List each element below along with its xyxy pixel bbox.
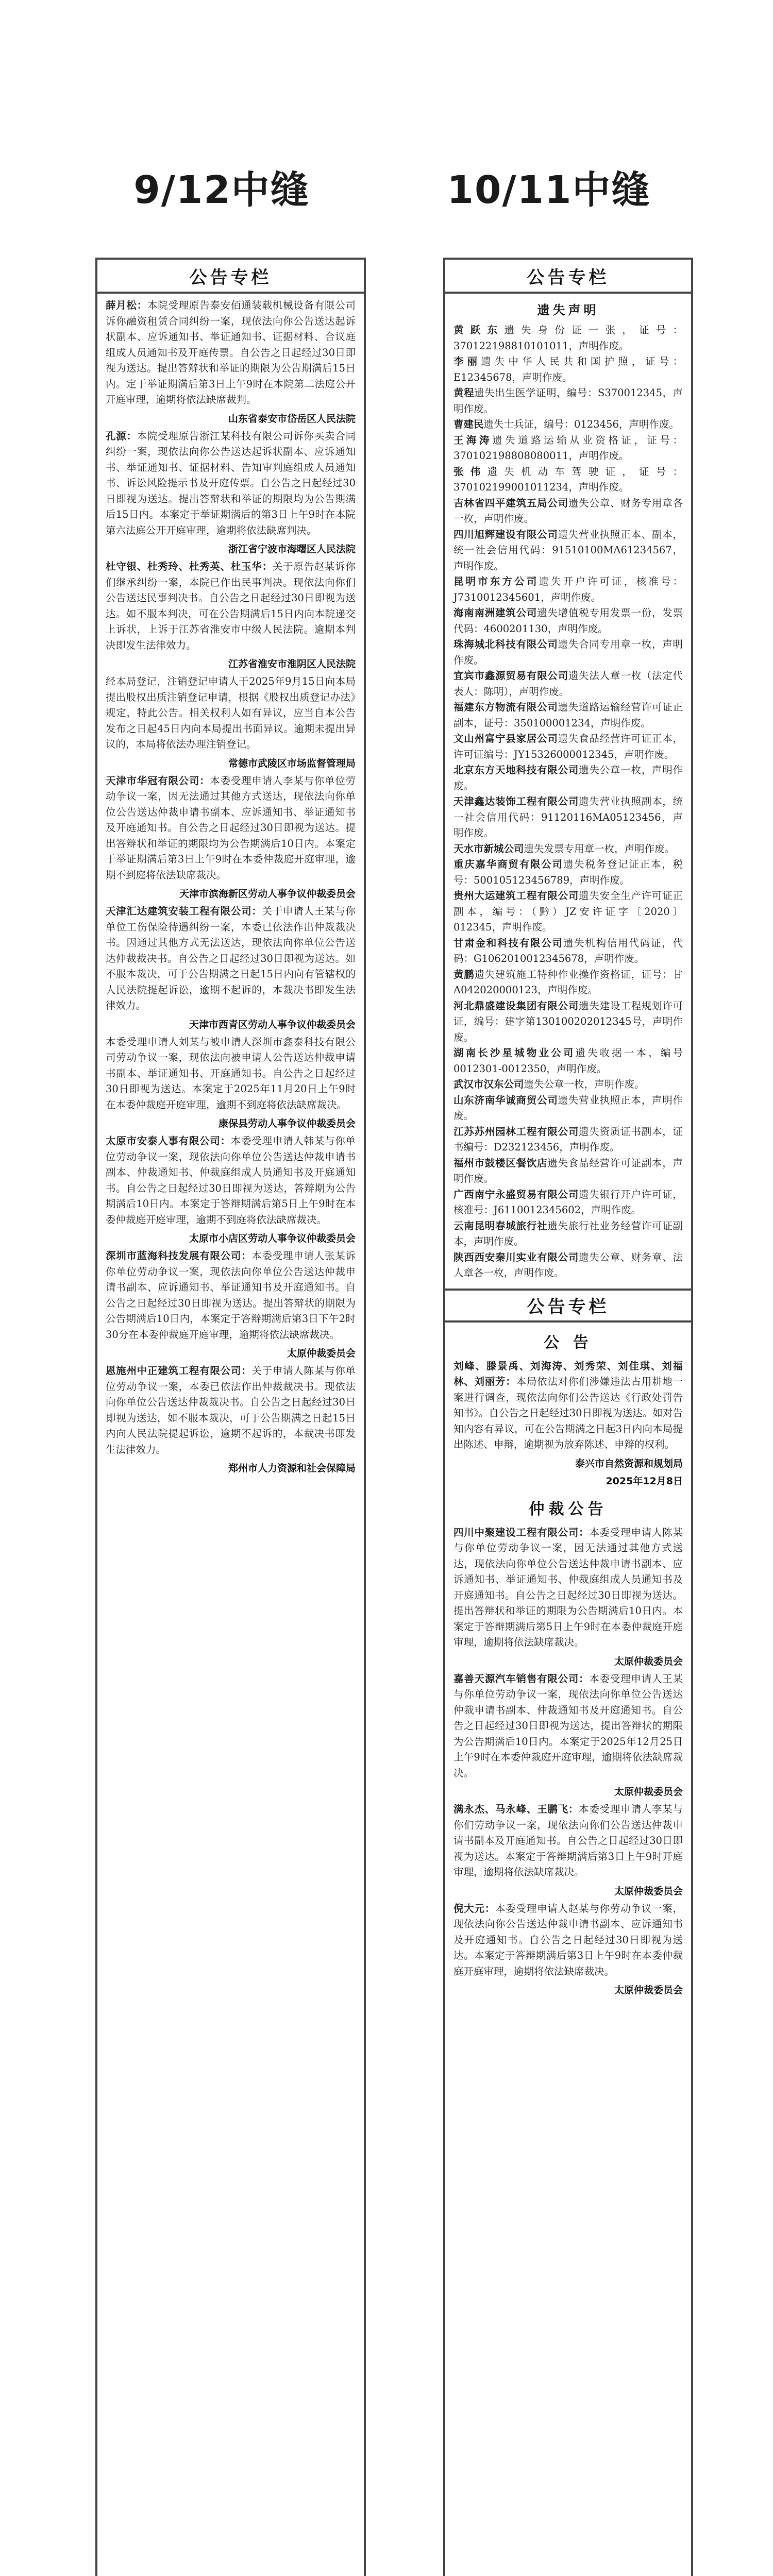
loss-statement-party: 广西南宁永盛贸易有限公司: [453, 1188, 579, 1200]
loss-statement-header: 遗失声明: [537, 303, 599, 317]
notice-addressee: 满永杰、马永峰、王鹏飞：: [453, 1803, 579, 1815]
loss-statement-item: [453, 936, 683, 967]
loss-statement-item: [453, 527, 683, 574]
notice-text: 本委受理申请人王某与你单位劳动争议一案，现依法向你单位公告送达仲裁申请书副本、仲裁通知书及开庭通知书。自公告之日起经过30日即视为送达，提出答辩状的期限为公告期满后10日内。本案定于2025年12月25日上午9时在本委仲裁庭开庭审理，逾期将依法缺席裁决。: [453, 1672, 683, 1779]
notice-text: 本委受理申请人张某诉你单位劳动争议一案，现依法向你单位公告送达仲裁申请书副本、应诉通知书、举证通知书及开庭通知书。自公告之日起经过30日即视为送达。提出答辩状的期限为公告期满后10日内，本案定于答辩期满后第3日下午2时30分在本委仲裁庭开庭审理，逾期将依法缺席裁决。: [106, 1250, 356, 1341]
notice-paragraph: [106, 559, 356, 653]
loss-statement-text: 遗失公章、财务专用章各一枚，声明作废。: [453, 497, 683, 524]
notice-signature: 天津市滨海新区劳动人事争议仲裁委员会: [179, 888, 356, 900]
notice-section-header: 公 告: [544, 1333, 593, 1352]
loss-statement-item: [453, 354, 683, 385]
notice-signature: 太原仲裁委员会: [614, 1985, 683, 1996]
loss-statement-text: 遗失收据一本，编号0012301-0012350，声明作废。: [453, 1047, 683, 1075]
right-column-body: [445, 294, 691, 2010]
notice-signature: 泰兴市自然资源和规划局: [575, 1458, 683, 1469]
notice-addressee: 深圳市蓝海科技发展有限公司：: [106, 1250, 252, 1262]
notice-paragraph: [453, 1901, 683, 1980]
loss-statement-item: [453, 574, 683, 605]
notice-addressee: 恩施州中正建筑工程有限公司：: [106, 1365, 252, 1377]
loss-statement-text: 遗失法人章一枚（法定代表人：陈明），声明作废。: [453, 670, 683, 698]
notice-signature: 太原仲裁委员会: [287, 1348, 356, 1359]
loss-statement-item: [453, 1250, 683, 1281]
notice-paragraph: [106, 674, 356, 753]
loss-statement-item: [453, 731, 683, 762]
notice-addressee: 嘉善天源汽车销售有限公司：: [453, 1672, 590, 1685]
loss-statement-party: 黄跃东: [453, 324, 505, 336]
notice-paragraph: [453, 1359, 683, 1453]
loss-statement-text: 遗失机构信用代码证，代码：G1062010012345678，声明作废。: [453, 937, 683, 964]
left-column-body: [97, 294, 364, 1488]
notice-signature: 太原市小店区劳动人事争议仲裁委员会: [189, 1233, 356, 1244]
loss-statement-item: [453, 464, 683, 496]
loss-statement-item: [453, 385, 683, 417]
loss-statement-item: [453, 323, 683, 354]
right-column-section-header: 公告专栏: [445, 1289, 691, 1323]
loss-statement-text: 遗失安全生产许可证正副本，编号：（黔）JZ安许证字〔2020〕012345，声明作废。: [453, 890, 683, 933]
loss-statement-party: 海南南洲建筑公司: [453, 607, 537, 619]
loss-statement-text: 遗失增值税专用发票一份，发票代码：4600201130，声明作废。: [453, 607, 683, 635]
notice-text: 经本局登记，注销登记申请人于2025年9月15日向本局提出股权出质注销登记申请，根据《股权出质登记办法》规定，特此公告。相关权利人如有异议，应当自本公告发布之日起45日内向本局提出书面异议。逾期未提出异议的，本局将依法办理注销登记。: [106, 675, 356, 750]
loss-statement-item: [453, 888, 683, 936]
loss-statement-text: 遗失发票专用章一枚，声明作废。: [524, 842, 675, 855]
loss-statement-item: [453, 1156, 683, 1187]
loss-statement-text: 遗失士兵证，编号：0123456，声明作废。: [483, 418, 679, 430]
loss-statement-party: 四川旭辉建设有限公司: [453, 528, 558, 540]
loss-statement-item: [453, 1077, 683, 1093]
loss-statement-text: 遗失银行开户许可证，核准号：J6110012345602，声明作废。: [453, 1188, 683, 1216]
loss-statement-text: 遗失道路运输从业资格证，证号：370102198808080011，声明作废。: [453, 434, 683, 462]
loss-statement-text: 遗失公章一枚，声明作废。: [524, 1078, 645, 1090]
notice-text: 本委受理申请人赵某与你劳动争议一案，现依法向你公告送达仲裁申请书副本、应诉通知书及开庭通知书。自公告之日起经过30日即视为送达。本案定于答辩期满后第3日上午9时在本委仲裁庭开庭审理，逾期将依法缺席裁决。: [453, 1902, 683, 1977]
loss-statement-text: 遗失公章、财务章、法人章各一枚，声明作废。: [453, 1251, 683, 1279]
loss-statement-party: 天水市新城公司: [453, 842, 524, 855]
notice-text: 关于原告赵某诉你们继承纠纷一案，本院已作出民事判决。现依法向你们公告送达民事判决书。自公告之日起经过30日即视为送达。如不服本判决，可在公告期满后15日内向本院递交上诉状，上诉于江苏省淮安市中级人民法院。逾期本判决即发生法律效力。: [106, 561, 356, 651]
notice-signature: 康保县劳动人事争议仲裁委员会: [218, 1118, 356, 1129]
loss-statement-text: 遗失机动车驾驶证，证号：370102199001011234，声明作废。: [453, 465, 683, 493]
notice-addressee: 天津市华冠有限公司：: [106, 774, 210, 787]
notice-paragraph: [106, 298, 356, 408]
loss-statement-item: [453, 1187, 683, 1218]
loss-statement-party: 黄程: [453, 387, 474, 399]
loss-statement-text: 遗失中华人民共和国护照，证号：E12345678，声明作废。: [453, 355, 683, 383]
left-column-header: 公告专栏: [97, 260, 364, 294]
loss-statement-text: 遗失营业执照正本、副本，统一社会信用代码：91510100MA61234567，声明作废。: [453, 528, 683, 572]
notice-addressee: 天津汇达建筑安装工程有限公司：: [106, 905, 262, 917]
loss-statement-item: [453, 1093, 683, 1124]
notice-signature: 江苏省淮安市淮阴区人民法院: [228, 658, 356, 670]
loss-statement-text: 遗失食品经营许可证正本，许可证编号：JY15326000012345，声明作废。: [453, 733, 683, 760]
notice-signature: 天津市西青区劳动人事争议仲裁委员会: [189, 1019, 356, 1030]
notice-signature: 常德市武陵区市场监督管理局: [228, 757, 356, 769]
loss-statement-item: [453, 841, 683, 857]
right-column-header: 公告专栏: [445, 260, 691, 294]
notice-paragraph: [106, 1363, 356, 1458]
loss-statement-item: [453, 794, 683, 841]
notice-signature: 郑州市人力资源和社会保障局: [228, 1463, 356, 1474]
loss-statement-text: 遗失道路运输经营许可证正副本，证号：350100001234，声明作废。: [453, 701, 683, 729]
loss-statement-item: [453, 857, 683, 888]
notice-paragraph: [106, 1248, 356, 1343]
notice-addressee: 薛月松：: [106, 299, 147, 311]
loss-statement-party: 昆明市东方公司: [453, 575, 539, 587]
notice-text: 本委受理申请人刘某与被申请人深圳市鑫泰科技有限公司劳动争议一案，现依法向被申请人公告送达仲裁申请书副本、举证通知书、开庭通知书。自公告之日起经过30日即视为送达。本案定于2025年11月20日上午9时在本委仲裁庭开庭审理，逾期不到庭将依法缺席裁决。: [106, 1036, 356, 1111]
notice-addressee: 倪大元：: [453, 1902, 496, 1914]
notice-addressee: 孔源：: [106, 430, 137, 442]
notice-paragraph: [453, 1671, 683, 1782]
loss-statement-party: 重庆嘉华商贸有限公司: [453, 858, 563, 870]
notice-text: 本院受理原告浙江某科技有限公司诉你买卖合同纠纷一案，现依法向你公告送达起诉状副本、应诉通知书、举证通知书、证据材料、告知审判庭组成人员通知书、诉讼风险提示书及开庭传票。自公告之日起经过30日即视为送达。提出答辩状和举证的期限均为公告期满后15日内。本案定于举证期满后的第3日上午9时在本院第六法庭公开开庭审理，逾期将依法缺席判决。: [106, 430, 356, 536]
loss-statement-party: 黄鹏: [453, 968, 475, 980]
loss-statement-party: 湖南长沙星城物业公司: [453, 1047, 576, 1059]
loss-statement-item: [453, 700, 683, 731]
notice-text: 本委受理申请人李某与你单位劳动争议一案，因无法通过其他方式送达，现依法向你单位公告送达仲裁申请书副本、应诉通知书、举证通知书及开庭通知书。自公告之日起经过30日即视为送达。提出答辩状和举证的期限均为公告期满后10日内。本案定于举证期满后第3日上午9时在本委仲裁庭开庭审理，逾期不到庭将依法缺席裁决。: [106, 774, 356, 881]
loss-statement-text: 遗失税务登记证正本，税号：500105123456789，声明作废。: [453, 858, 683, 886]
notice-signature: 太原仲裁委员会: [614, 1786, 683, 1798]
loss-statement-item: [453, 496, 683, 527]
notice-addressee: 太原市安泰人事有限公司：: [106, 1135, 231, 1147]
loss-statement-party: 李丽: [453, 355, 481, 367]
loss-statement-party: 北京东方天地科技有限公司: [453, 764, 579, 776]
loss-statement-party: 贵州大运建筑工程有限公司: [453, 890, 579, 902]
loss-statement-text: 遗失公章一枚，声明作废。: [453, 764, 683, 792]
notice-text: 关于申请人王某与你单位工伤保险待遇纠纷一案，本委已依法作出仲裁裁决书。因通过其他方式无法送达，现依法向你单位公告送达仲裁裁决书。自公告之日起经过30日即视为送达。如不服本裁决，可于公告期满之日起15日内向有管辖权的人民法院提起诉讼，逾期不起诉的，本裁决书即发生法律效力。: [106, 905, 356, 1011]
notice-signature: 太原仲裁委员会: [614, 1655, 683, 1667]
loss-statement-text: 遗失营业执照正本，声明作废。: [453, 1094, 683, 1122]
loss-statement-item: [453, 668, 683, 700]
notice-paragraph: [106, 773, 356, 884]
loss-statement-party: 文山州富宁县家居公司: [453, 733, 558, 744]
loss-statement-party: 曹建民: [453, 418, 484, 430]
loss-statement-party: 甘肃金和科技有限公司: [453, 937, 563, 949]
left-notice-column: [95, 258, 366, 2576]
right-column-bottom-notices: [453, 1328, 683, 1998]
loss-statement-party: 珠海城北科技有限公司: [453, 638, 558, 650]
notice-section-header: 仲裁公告: [529, 1500, 608, 1518]
notice-paragraph: [106, 904, 356, 1014]
notice-signature: 浙江省宁波市海曙区人民法院: [228, 544, 356, 555]
loss-statement-party: 河北鼎盛建设集团有限公司: [453, 999, 579, 1012]
right-column-title: 10/11中缝: [447, 168, 651, 212]
loss-statement-party: 宜宾市鑫源贸易有限公司: [453, 670, 568, 682]
notice-text: 本局依法对你们涉嫌违法占用耕地一案进行调查，现依法向你们公告送达《行政处罚告知书》。自公告之日起经过30日即视为送达。如对告知内容有异议，可在公告期满之日起3日内向本局提出陈述、申辩，逾期视为放弃陈述、申辩的权利。: [453, 1376, 683, 1450]
loss-statement-text: 遗失身份证一张，证号：370122198810101011，声明作废。: [453, 324, 683, 352]
loss-statement-item: [453, 605, 683, 637]
left-column-title: 9/12中缝: [133, 168, 310, 212]
notice-text: 本院受理原告泰安佰通装载机械设备有限公司诉你融资租赁合同纠纷一案，现依法向你公告送达起诉状副本、应诉通知书、举证通知书、证据材料、合议庭组成人员通知书及开庭传票。自公告之日起经过30日即视为送达。提出答辩状和举证的期限为公告期满后15日内。定于举证期满后第3日上午9时在本院第二法庭公开开庭审理，逾期将依法缺席裁判。: [106, 299, 356, 405]
loss-statement-item: [453, 1218, 683, 1250]
loss-statement-party: 王海涛: [453, 434, 493, 446]
loss-statement-party: 江苏苏州园林工程有限公司: [453, 1125, 579, 1138]
loss-statement-item: [453, 417, 683, 433]
notice-paragraph: [453, 1802, 683, 1880]
loss-statement-list: [453, 323, 683, 1281]
loss-statement-text: 遗失食品经营许可证副本，声明作废。: [453, 1157, 683, 1184]
notice-paragraph: [106, 1035, 356, 1113]
loss-statement-party: 山东济南华诚商贸公司: [453, 1094, 558, 1106]
loss-statement-text: 遗失资质证书副本，证书编号：D232123456，声明作废。: [453, 1125, 683, 1153]
loss-statement-party: 天津鑫达装饰工程有限公司: [453, 795, 579, 807]
loss-statement-item: [453, 967, 683, 998]
loss-statement-text: 遗失出生医学证明，编号：S370012345，声明作废。: [453, 387, 683, 415]
loss-statement-party: 福建东方物流有限公司: [453, 701, 558, 713]
loss-statement-text: 遗失开户许可证，核准号：J7310012345601，声明作废。: [453, 575, 683, 603]
loss-statement-party: 武汉市汉东公司: [453, 1078, 524, 1090]
notice-addressee: 刘峰、滕景禹、刘海涛、刘秀荣、刘佳琪、刘福林、刘丽芳：: [453, 1360, 683, 1387]
notice-text: 本委受理申请人陈某与你单位劳动争议一案，因无法通过其他方式送达，现依法向你单位公告送达仲裁申请书副本、应诉通知书、举证通知书、仲裁庭组成人员通知书及开庭通知书。自公告之日起经过30日即视为送达。提出答辩状和举证的期限为公告期满后10日内。本案定于答辩期满后第5日上午9时在本委仲裁庭开庭审理，逾期将依法缺席裁决。: [453, 1526, 683, 1648]
loss-statement-item: [453, 1124, 683, 1156]
notice-text: 本委受理申请人李某与你们劳动争议一案，现依法向你们公告送达仲裁申请书副本及开庭通知书。自公告之日起经过30日即视为送达。本案定于答辩期满后第3日上午9时开庭审理，逾期将依法缺席裁决。: [453, 1803, 683, 1878]
notice-date: 2025年12月8日: [606, 1475, 683, 1487]
loss-statement-party: 福州市鼓楼区餐饮店: [453, 1157, 548, 1169]
loss-statement-text: 遗失旅行社业务经营许可证副本，声明作废。: [453, 1219, 683, 1247]
loss-statement-item: [453, 998, 683, 1046]
loss-statement-item: [453, 762, 683, 794]
notice-addressee: 四川中聚建设工程有限公司：: [453, 1526, 590, 1538]
notice-signature: 山东省泰安市岱岳区人民法院: [228, 413, 356, 425]
notice-text: 本委受理申请人韩某与你单位劳动争议一案，现依法向你单位公告送达仲裁申请书副本、仲裁通知书、仲裁庭组成人员通知书及开庭通知书。自公告之日起经过30日即视为送达，答辩期为公告期满后10日内。本案定于答辩期满后第5日上午9时在本委仲裁庭开庭审理，逾期不到庭将依法缺席裁决。: [106, 1135, 356, 1226]
loss-statement-item: [453, 433, 683, 464]
notice-paragraph: [453, 1525, 683, 1651]
notice-text: 关于申请人陈某与你单位劳动争议一案，本委已依法作出仲裁裁决书。现依法向你单位公告送达仲裁裁决书。自公告之日起经过30日即视为送达，如不服本裁决，可于公告期满之日起15日内向人民法院提起诉讼，逾期不起诉的，本裁决书即发生法律效力。: [106, 1365, 356, 1455]
right-notice-column: [443, 258, 693, 2576]
loss-statement-text: 遗失合同专用章一枚，声明作废。: [453, 638, 683, 666]
notice-signature: 太原仲裁委员会: [614, 1885, 683, 1897]
loss-statement-party: 陕西西安秦川实业有限公司: [453, 1251, 579, 1263]
loss-statement-party: 吉林省四平建筑五局公司: [453, 497, 568, 509]
notice-paragraph: [106, 1133, 356, 1228]
loss-statement-text: 遗失建设工程规划许可证，编号：建字第130100202012345号，声明作废。: [453, 999, 683, 1043]
loss-statement-party: 云南昆明春城旅行社: [453, 1219, 548, 1232]
loss-statement-text: 遗失建筑施工特种作业操作资格证，证号：甘A042020000123，声明作废。: [453, 968, 683, 996]
notice-addressee: 杜守银、杜秀玲、杜秀英、杜玉华：: [106, 561, 273, 572]
loss-statement-item: [453, 1045, 683, 1077]
loss-statement-item: [453, 637, 683, 668]
loss-statement-party: 张伟: [453, 465, 488, 478]
notice-paragraph: [106, 429, 356, 539]
loss-statement-text: 遗失营业执照副本，统一社会信用代码：91120116MA05123456，声明作废。: [453, 795, 683, 839]
